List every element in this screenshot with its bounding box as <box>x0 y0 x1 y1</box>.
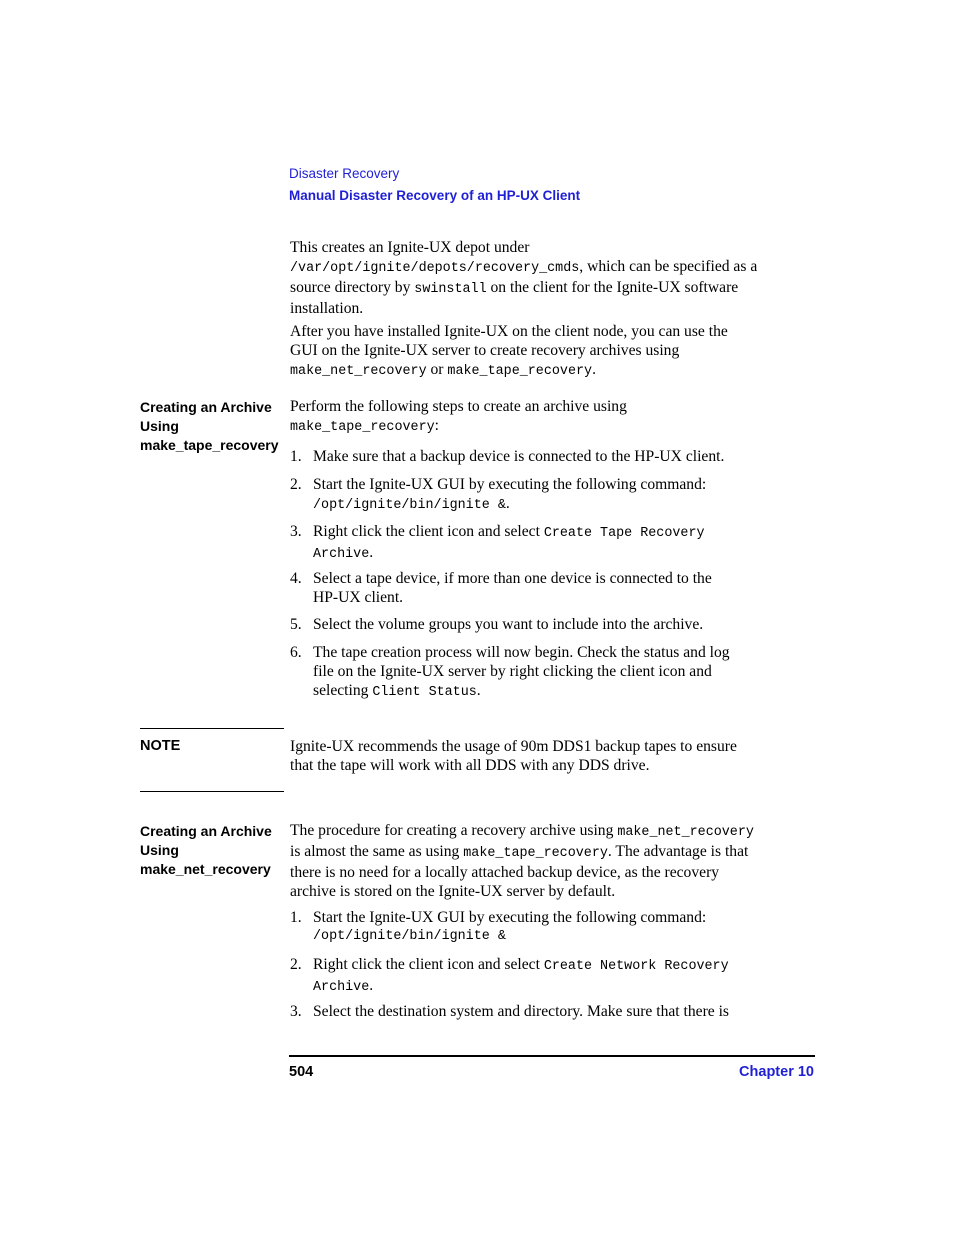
step-text <box>313 1002 815 1021</box>
code-command: make_net_recovery <box>617 825 754 840</box>
side-heading-line: Creating an Archive <box>140 399 272 415</box>
note-top-rule <box>140 728 284 729</box>
code-menu-item: Archive <box>313 980 370 995</box>
text-line <box>290 821 815 842</box>
net-lead-paragraph <box>290 821 815 901</box>
step-text <box>313 522 815 564</box>
step-number: 2. <box>290 956 302 973</box>
code-menu-item: Create Tape Recovery <box>543 526 705 541</box>
text-line <box>290 360 815 381</box>
tape-lead-paragraph <box>290 397 815 437</box>
intro-paragraph-1 <box>290 238 815 318</box>
text: there is no need for a locally attached backup device, as the recovery <box>290 864 720 881</box>
step-number: 3. <box>290 1003 302 1020</box>
running-header-section: Disaster Recovery <box>289 166 400 181</box>
code-command: make_tape_recovery <box>447 364 593 379</box>
text: . <box>592 361 596 378</box>
text-line <box>313 494 815 515</box>
code-command: make_net_recovery <box>290 364 427 379</box>
step-number: 3. <box>290 523 302 540</box>
code-command: /opt/ignite/bin/ignite & <box>313 498 506 513</box>
text: that the tape will work with all DDS with any DDS drive. <box>290 757 650 774</box>
text: Ignite-UX recommends the usage of 90m DDS1 backup tapes to ensure <box>290 738 737 755</box>
text: source directory by <box>290 279 415 296</box>
text-line <box>290 322 815 341</box>
text-line <box>313 976 815 997</box>
footer-rule <box>289 1055 815 1057</box>
step-text <box>313 569 815 607</box>
code-menu-item: Archive <box>313 547 370 562</box>
text: , which can be specified as a <box>579 258 758 275</box>
text: Perform the following steps to create an archive using <box>290 398 627 415</box>
side-heading-line: Using <box>140 842 179 858</box>
side-heading-line: Creating an Archive <box>140 823 272 839</box>
step-number: 6. <box>290 644 302 661</box>
side-heading-net <box>140 822 288 879</box>
text: Make sure that a backup device is connected to the HP-UX client. <box>313 448 725 465</box>
text: : <box>434 417 439 434</box>
running-header-subsection: Manual Disaster Recovery of an HP-UX Client <box>289 188 581 203</box>
text-line <box>290 299 815 318</box>
step-number: 1. <box>290 448 302 465</box>
text: The procedure for creating a recovery archive using <box>290 822 618 839</box>
text: GUI on the Ignite-UX server to create recovery archives using <box>290 342 680 359</box>
text-line <box>290 842 815 863</box>
code-path: /var/opt/ignite/depots/recovery_cmds <box>290 261 580 276</box>
text: installation. <box>290 300 364 317</box>
text: Start the Ignite-UX GUI by executing the following command: <box>313 909 707 926</box>
note-bottom-rule <box>140 791 284 792</box>
chapter-link[interactable]: Chapter 10 <box>739 1064 814 1080</box>
text-line <box>313 543 815 564</box>
text: HP-UX client. <box>313 589 404 606</box>
text: . <box>476 682 481 699</box>
text: Right click the client icon and select <box>313 523 544 540</box>
text: Right click the client icon and select <box>313 956 544 973</box>
code-command: make_tape_recovery <box>463 846 608 861</box>
text: . <box>505 495 510 512</box>
side-heading-line: make_tape_recovery <box>140 437 279 453</box>
note-text <box>290 737 815 775</box>
step-text <box>313 908 815 946</box>
text: Select a tape device, if more than one device is connected to the <box>313 570 712 587</box>
text: After you have installed Ignite-UX on the client node, you can use the <box>290 323 728 340</box>
step-number: 1. <box>290 909 302 926</box>
code-menu-item: Client Status <box>372 685 477 700</box>
text: file on the Ignite-UX server by right clicking the client icon and <box>313 663 712 680</box>
step-text <box>313 475 815 515</box>
text-line <box>313 681 815 702</box>
text: Start the Ignite-UX GUI by executing the following command: <box>313 476 707 493</box>
step-text <box>313 955 815 997</box>
side-heading-line: make_net_recovery <box>140 861 271 877</box>
side-heading-line: Using <box>140 418 179 434</box>
text: or <box>426 361 448 378</box>
text-line <box>290 397 815 416</box>
text-line <box>313 955 815 976</box>
code-command: /opt/ignite/bin/ignite & <box>313 929 506 944</box>
step-text <box>313 643 815 702</box>
text: is almost the same as using <box>290 843 464 860</box>
step-number: 5. <box>290 616 302 633</box>
text-line <box>290 341 815 360</box>
intro-paragraph-2 <box>290 322 815 381</box>
code-command: make_tape_recovery <box>290 420 435 435</box>
text-line <box>290 278 815 299</box>
step-text <box>313 615 815 634</box>
code-menu-item: Create Network Recovery <box>543 959 729 974</box>
text: archive is stored on the Ignite-UX server by default. <box>290 883 616 900</box>
step-text <box>313 447 815 466</box>
text: . <box>369 977 374 994</box>
text-line <box>290 416 815 437</box>
text: . The advantage is that <box>607 843 749 860</box>
text: on the client for the Ignite-UX software <box>486 279 739 296</box>
text-line <box>290 238 815 257</box>
note-label: NOTE <box>140 738 181 754</box>
step-number: 2. <box>290 476 302 493</box>
text: selecting <box>313 682 373 699</box>
text: Select the volume groups you want to include into the archive. <box>313 616 704 633</box>
text-line <box>290 257 815 278</box>
page-number: 504 <box>289 1064 314 1080</box>
side-heading-tape <box>140 398 288 455</box>
text: The tape creation process will now begin. Check the status and log <box>313 644 730 661</box>
text: Select the destination system and directory. Make sure that there is <box>313 1003 729 1020</box>
code-command: swinstall <box>414 282 487 297</box>
step-number: 4. <box>290 570 302 587</box>
text-line <box>313 522 815 543</box>
text: . <box>369 544 374 561</box>
text: This creates an Ignite-UX depot under <box>290 239 530 256</box>
